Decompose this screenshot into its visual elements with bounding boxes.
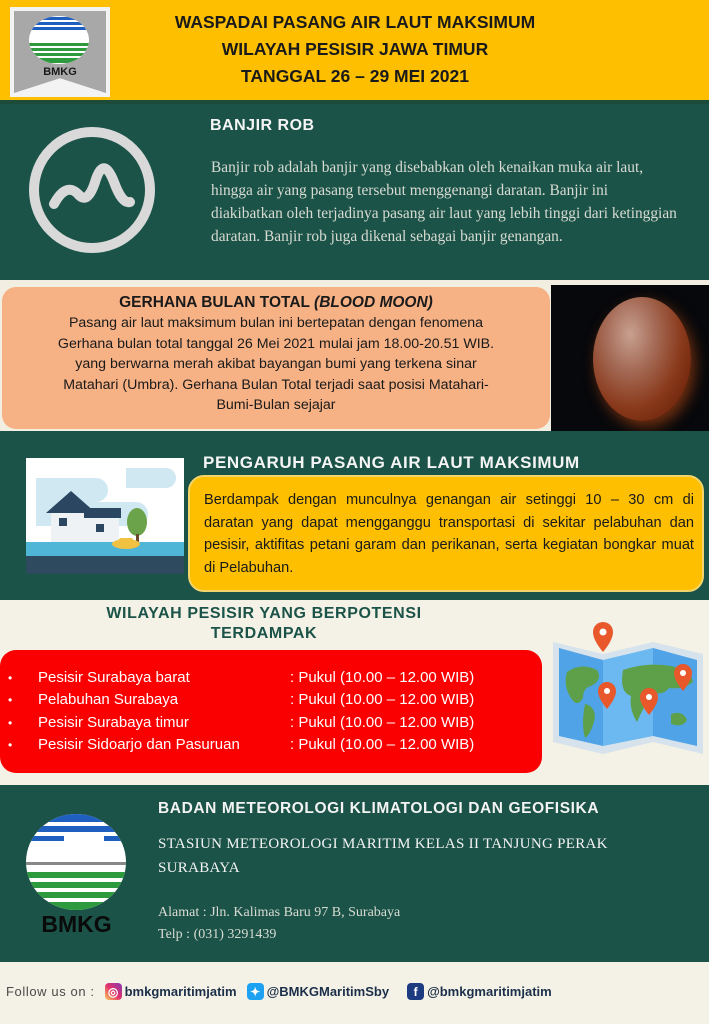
region-name: Pesisir Surabaya barat — [38, 669, 190, 686]
facebook-handle: @bmkgmaritimjatim — [427, 984, 552, 999]
phone: Telp : (031) 3291439 — [158, 926, 277, 942]
list-item — [8, 734, 474, 756]
section-organization — [0, 785, 709, 962]
logo-text: BMKG — [43, 66, 77, 78]
region-time: : Pukul (10.00 – 12.00 WIB) — [290, 691, 475, 709]
bullet: • — [8, 715, 13, 730]
section-body — [2, 313, 550, 416]
page-title — [110, 9, 600, 90]
station-line-1: STASIUN METEOROLOGI MARITIM KELAS II TANJUNG PERAK — [158, 836, 608, 852]
moon-icon — [593, 297, 691, 421]
station-line-2: SURABAYA — [158, 860, 240, 876]
facebook-icon: f — [407, 983, 424, 1000]
region-time: : Pukul (10.00 – 12.00 WIB) — [290, 669, 475, 686]
list-item — [8, 667, 474, 689]
contact-info — [158, 902, 400, 945]
bullet: • — [8, 671, 13, 685]
title-line-2: TERDAMPAK — [210, 625, 318, 642]
region-time: : Pukul (10.00 – 12.00 WIB) — [290, 713, 475, 731]
title-italic: (BLOOD MOON) — [314, 294, 433, 311]
flood-house-icon — [26, 458, 184, 574]
blood-moon-photo — [551, 285, 709, 431]
region-time: : Pukul (10.00 – 12.00 WIB) — [290, 735, 475, 753]
station-name — [158, 832, 698, 880]
title-line-1: WASPADAI PASANG AIR LAUT MAKSIMUM — [174, 12, 536, 32]
body-line: Matahari (Umbra). Gerhana Bulan Total terjadi saat posisi Matahari- — [63, 376, 489, 393]
bmkg-globe-icon — [24, 812, 129, 912]
pengaruh-info-box — [188, 475, 704, 592]
body-line: yang berwarna merah akibat bayangan bumi yang terkena sinar — [75, 356, 477, 372]
organization-name: BADAN METEOROLOGI KLIMATOLOGI DAN GEOFISIKA — [158, 800, 600, 817]
header-banner — [0, 0, 709, 103]
section-body: Banjir rob adalah banjir yang disebabkan oleh kenaikan muka air laut, hingga air yang pasang tersebut menggenangi daratan. Banjir ini diakibatkan oleh terjadinya pasang air laut yang lebih tinggi dari ketinggian daratan. Banjir rob juga dikenal sebagai banjir genangan. — [211, 159, 677, 245]
region-name: Pesisir Sidoarjo dan Pasuruan — [38, 735, 240, 753]
section-title: PENGARUH PASANG AIR LAUT MAKSIMUM — [203, 453, 580, 472]
title-line-3: TANGGAL 26 – 29 MEI 2021 — [241, 66, 469, 86]
gerhana-info-box — [2, 287, 550, 429]
follow-label: Follow us on : — [6, 984, 95, 999]
instagram-link[interactable] — [105, 983, 237, 1000]
flooded-house-illustration — [26, 458, 184, 574]
instagram-icon: ◎ — [105, 983, 122, 1000]
section-banjir-rob — [0, 104, 709, 280]
body-line: Pasang air laut maksimum bulan ini bertepatan dengan fenomena — [68, 315, 484, 331]
bullet: • — [8, 737, 13, 752]
social-footer — [0, 962, 709, 1024]
section-pengaruh — [0, 431, 709, 600]
section-body: Berdampak dengan munculnya genangan air setinggi 10 – 30 cm di daratan yang dapat mengganggu transportasi di sekitar pelabuhan dan pesisir, aktifitas petani garam dan perikanan, serta kegiatan bongkar muat di Pelabuhan. — [204, 492, 694, 576]
body-line: Gerhana bulan total tanggal 26 Mei 2021 mulai jam 18.00-20.51 WIB. — [57, 335, 495, 352]
bmkg-logo — [24, 812, 129, 942]
title-main: GERHANA BULAN TOTAL — [119, 294, 310, 311]
twitter-handle: @BMKGMaritimSby — [266, 984, 390, 999]
list-item — [8, 712, 474, 734]
section-title: BANJIR ROB — [210, 117, 315, 134]
address: Alamat : Jln. Kalimas Baru 97 B, Surabaya — [158, 905, 401, 920]
twitter-icon: ✦ — [247, 983, 264, 1000]
section-title — [2, 293, 550, 313]
logo-text: BMKG — [41, 911, 112, 937]
region-list-box — [0, 650, 542, 773]
facebook-link[interactable] — [407, 983, 552, 1000]
world-map-pins-icon — [545, 614, 705, 774]
bmkg-globe-icon — [28, 15, 90, 65]
list-item — [8, 689, 474, 711]
region-list — [8, 667, 474, 756]
body-line: Bumi-Bulan sejajar — [216, 397, 336, 413]
region-name: Pelabuhan Surabaya — [38, 691, 179, 709]
section-wilayah — [0, 600, 709, 785]
section-gerhana — [0, 285, 709, 431]
wave-circle-icon — [26, 124, 158, 256]
instagram-handle: bmkgmaritimjatim — [124, 984, 237, 999]
social-row — [6, 983, 562, 1000]
title-line-1: WILAYAH PESISIR YANG BERPOTENSI — [106, 605, 422, 622]
section-title — [60, 604, 468, 644]
bmkg-logo — [10, 7, 110, 97]
twitter-link[interactable] — [247, 983, 389, 1000]
region-name: Pesisir Surabaya timur — [38, 713, 189, 731]
title-line-2: WILAYAH PESISIR JAWA TIMUR — [221, 39, 489, 59]
bullet: • — [8, 693, 13, 708]
